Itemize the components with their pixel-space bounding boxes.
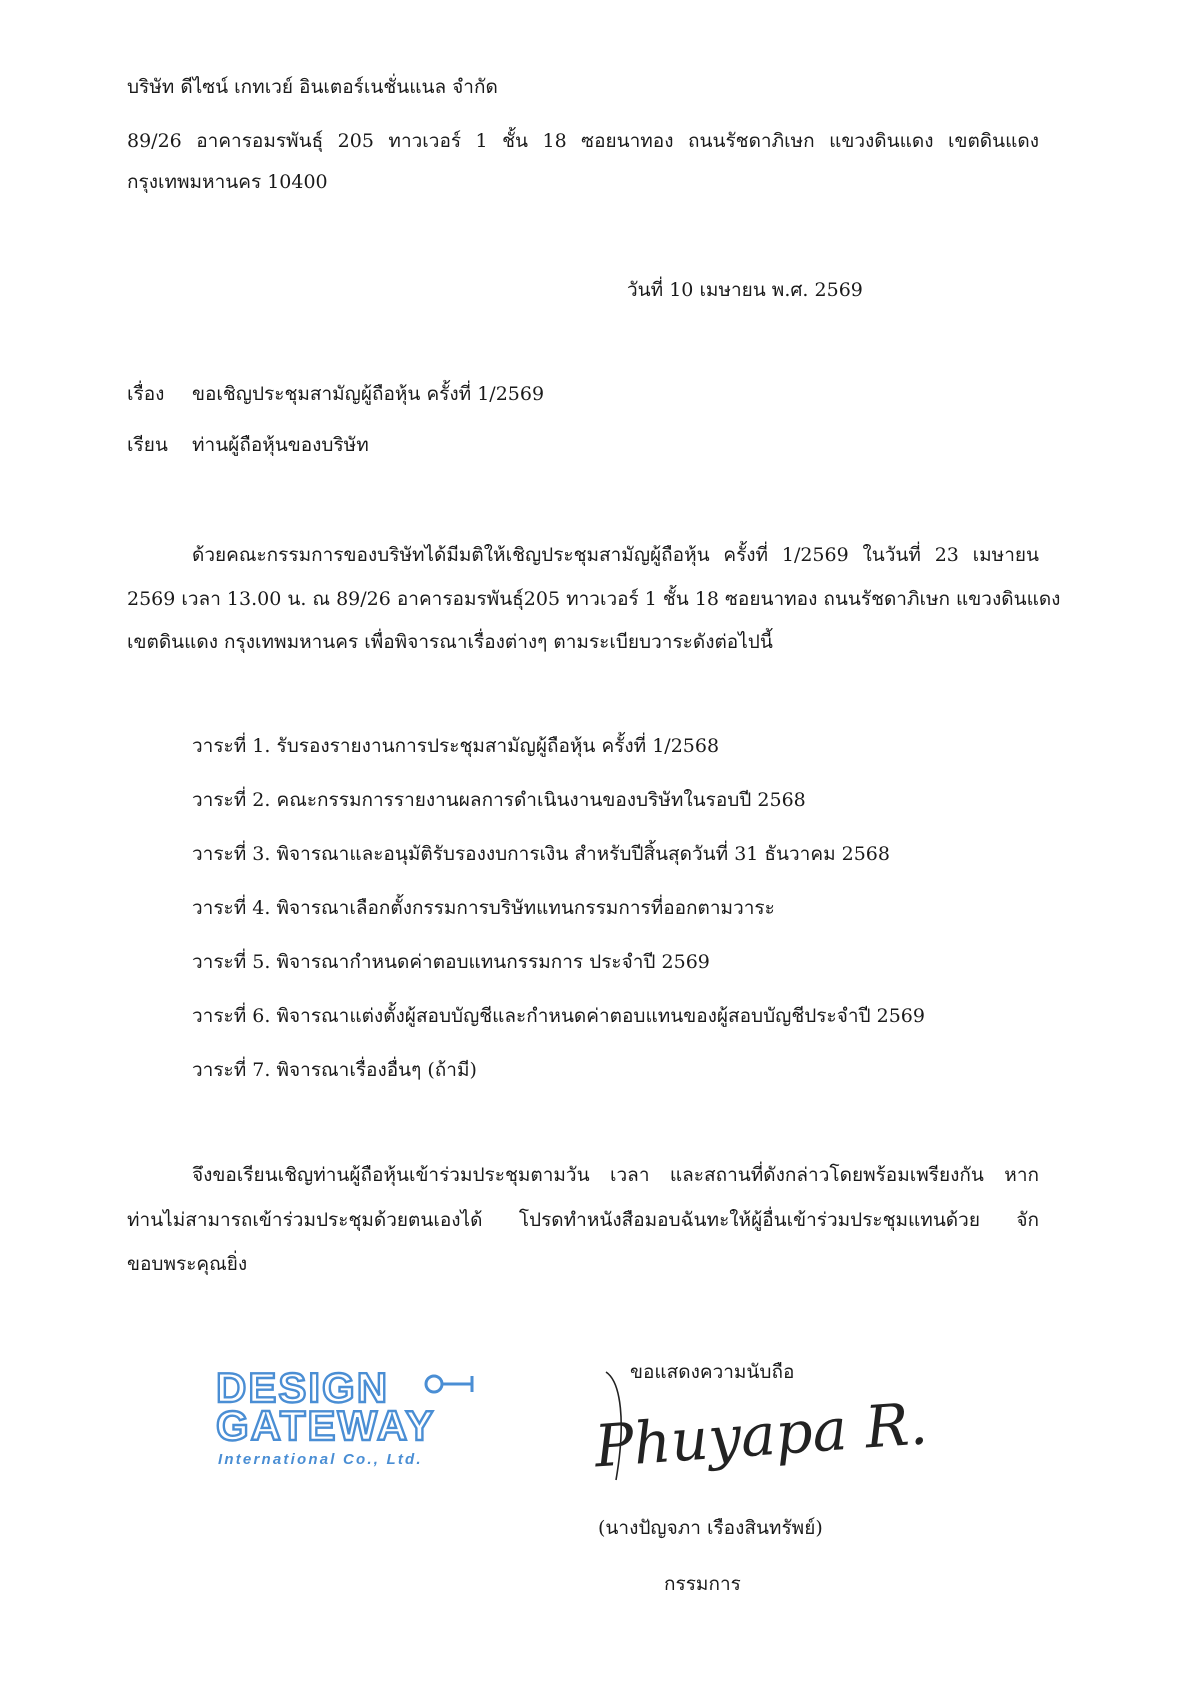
- agenda-item-6: [192, 1004, 925, 1028]
- agenda-item-2: [192, 788, 806, 812]
- agenda-item-3: [192, 842, 890, 866]
- subject-label: เรื่อง: [127, 383, 165, 405]
- subject-text: ขอเชิญประชุมสามัญผู้ถือหุ้น ครั้งที่ 1/2569: [192, 383, 545, 405]
- agenda-label: วาระที่ 2.: [192, 789, 271, 811]
- intro-line-1: ด้วยคณะกรรมการของบริษัทได้มีมติให้เชิญประชุมสามัญผู้ถือหุ้น ครั้งที่ 1/2569 ในวันที่ 23 เมษายน: [192, 544, 1039, 566]
- closing-line-3: ขอบพระคุณยิ่ง: [127, 1253, 248, 1275]
- address-line-1: 89/26 อาคารอมรพันธุ์ 205 ทาวเวอร์ 1 ชั้น 18 ซอยนาทอง ถนนรัชดาภิเษก แขวงดินแดง เขตดินแดง: [127, 130, 1039, 152]
- intro-line-2: 2569 เวลา 13.00 น. ณ 89/26 อาคารอมรพันธุ์205 ทาวเวอร์ 1 ชั้น 18 ซอยนาทอง ถนนรัชดาภิเษก แขวงดินแดง: [127, 588, 1061, 610]
- address-line-2: กรุงเทพมหานคร 10400: [127, 171, 328, 193]
- company-stamp: [210, 1362, 510, 1472]
- agenda-label: วาระที่ 7.: [192, 1059, 271, 1081]
- stamp-text-line2: GATEWAY: [216, 1402, 436, 1449]
- agenda-label: วาระที่ 1.: [192, 735, 271, 757]
- stamp-text-line1: DESIGN: [216, 1364, 390, 1411]
- agenda-text: พิจารณาเลือกตั้งกรรมการบริษัทแทนกรรมการที่ออกตามวาระ: [276, 897, 775, 919]
- agenda-item-1: [192, 734, 719, 758]
- agenda-text: พิจารณาแต่งตั้งผู้สอบบัญชีและกำหนดค่าตอบแทนของผู้สอบบัญชีประจำปี 2569: [276, 1005, 925, 1027]
- signature-text: Phuyapa R.: [592, 1389, 930, 1481]
- closing-salutation: ขอแสดงความนับถือ: [630, 1361, 795, 1383]
- agenda-text: พิจารณากำหนดค่าตอบแทนกรรมการ ประจำปี 2569: [276, 951, 710, 973]
- agenda-item-4: [192, 896, 775, 920]
- agenda-label: วาระที่ 6.: [192, 1005, 271, 1027]
- letter-date: วันที่ 10 เมษายน พ.ศ. 2569: [627, 279, 863, 301]
- signatory-name: (นางปัญจภา เรืองสินทรัพย์): [598, 1517, 823, 1539]
- agenda-label: วาระที่ 4.: [192, 897, 271, 919]
- stamp-text-line3: International Co., Ltd.: [218, 1451, 423, 1468]
- agenda-text: รับรองรายงานการประชุมสามัญผู้ถือหุ้น ครั้งที่ 1/2568: [276, 735, 720, 757]
- agenda-label: วาระที่ 3.: [192, 843, 271, 865]
- signature: [586, 1362, 930, 1492]
- agenda-item-5: [192, 950, 710, 974]
- closing-line-2: ท่านไม่สามารถเข้าร่วมประชุมด้วยตนเองได้ โปรดทำหนังสือมอบฉันทะให้ผู้อื่นเข้าร่วมประชุมแทนด้วย จัก: [127, 1209, 1039, 1231]
- closing-line-1: จึงขอเรียนเชิญท่านผู้ถือหุ้นเข้าร่วมประชุมตามวัน เวลา และสถานที่ดังกล่าวโดยพร้อมเพรียงกัน หาก: [192, 1164, 1039, 1186]
- wrench-icon: [426, 1376, 472, 1392]
- agenda-item-7: [192, 1058, 477, 1082]
- agenda-text: พิจารณาเรื่องอื่นๆ (ถ้ามี): [276, 1059, 477, 1081]
- agenda-text: พิจารณาและอนุมัติรับรองงบการเงิน สำหรับปีสิ้นสุดวันที่ 31 ธันวาคม 2568: [276, 843, 890, 865]
- agenda-text: คณะกรรมการรายงานผลการดำเนินงานของบริษัทในรอบปี 2568: [276, 789, 806, 811]
- signatory-position: กรรมการ: [664, 1573, 741, 1595]
- intro-line-3: เขตดินแดง กรุงเทพมหานคร เพื่อพิจารณาเรื่องต่างๆ ตามระเบียบวาระดังต่อไปนี้: [127, 631, 773, 653]
- agenda-label: วาระที่ 5.: [192, 951, 271, 973]
- recipient-label: เรียน: [127, 434, 168, 456]
- recipient-text: ท่านผู้ถือหุ้นของบริษัท: [192, 434, 369, 456]
- company-name: บริษัท ดีไซน์ เกทเวย์ อินเตอร์เนชั่นแนล จำกัด: [127, 76, 498, 98]
